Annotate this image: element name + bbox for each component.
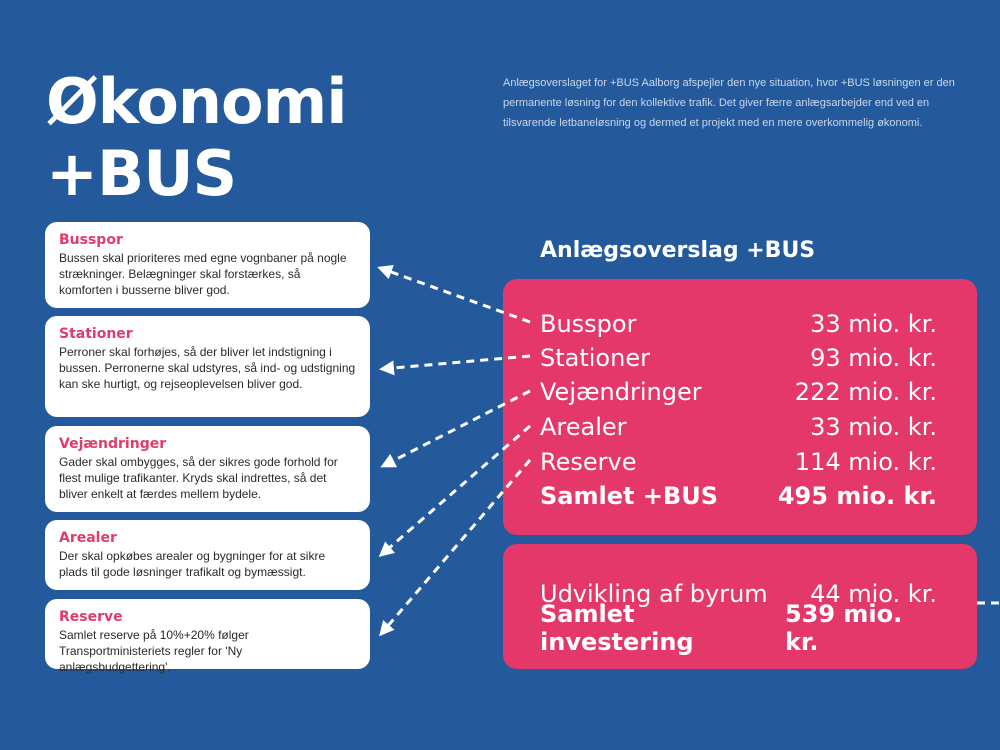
- row-label: Udvikling af byrum: [540, 579, 768, 608]
- row-label: Samlet investering: [540, 599, 694, 656]
- row-label: Vejændringer: [540, 377, 702, 406]
- card-text: Samlet reserve på 10%+20% følger Transportministeriets regler for 'Ny anlægsbudgettering'.: [59, 628, 249, 674]
- page-title-line2: +BUS: [46, 137, 237, 210]
- row-value: 44 mio. kr.: [810, 579, 937, 608]
- row-value: 495 mio. kr.: [777, 481, 937, 510]
- card-title: Arealer: [59, 530, 117, 546]
- arrow-arealer: [381, 426, 530, 555]
- card-text: Gader skal ombygges, så der sikres gode forhold for flest mulige trafikanter. Kryds skal indrettes, så det bliver enkelt at færdes mellem bydele.: [59, 455, 338, 501]
- row-value: 33 mio. kr.: [810, 412, 937, 441]
- row-label: Stationer: [540, 343, 650, 372]
- arrow-stationer: [382, 356, 530, 369]
- page-title-line1: Økonomi: [46, 65, 347, 138]
- intro-text: Anlægsoverslaget for +BUS Aalborg afspejler den nye situation, hvor +BUS løsningen er den permanente løsning for den kollektive trafik. Det giver færre anlægsarbejder end ved en tilsvarende letbaneløsning og dermed et projekt med en mere overkommelig økonomi.: [503, 77, 955, 129]
- row-value: 33 mio. kr.: [810, 309, 937, 338]
- row-label: Samlet +BUS: [540, 481, 718, 510]
- arrow-busspor: [380, 268, 530, 322]
- row-label: Arealer: [540, 412, 627, 441]
- budget-heading: Anlægsoverslag +BUS: [540, 238, 816, 263]
- row-value: 222 mio. kr.: [794, 377, 937, 406]
- card-text: Der skal opkøbes arealer og bygninger for at sikre plads til gode løsninger trafikalt og bymæssigt.: [59, 549, 326, 579]
- card-title: Vejændringer: [59, 436, 167, 452]
- row-value: 114 mio. kr.: [794, 447, 937, 476]
- card-text: Bussen skal prioriteres med egne vognbaner på nogle strækninger. Belægninger skal forstærkes, så komforten i busserne bliver god.: [59, 251, 347, 297]
- card-title: Stationer: [59, 326, 133, 342]
- arrow-vejaendringer: [383, 391, 530, 466]
- row-label: Reserve: [540, 447, 637, 476]
- row-value: 93 mio. kr.: [810, 343, 937, 372]
- row-label: Busspor: [540, 309, 637, 338]
- arrow-reserve: [381, 460, 530, 634]
- card-title: Reserve: [59, 609, 123, 625]
- card-title: Busspor: [59, 232, 123, 248]
- row-value: 539 mio. kr.: [784, 599, 903, 656]
- card-text: Perroner skal forhøjes, så der bliver let indstigning i bussen. Perronerne skal udstyres, så ind- og udstigning kan ske hurtigt, og rejseoplevelsen bliver god.: [59, 345, 356, 391]
